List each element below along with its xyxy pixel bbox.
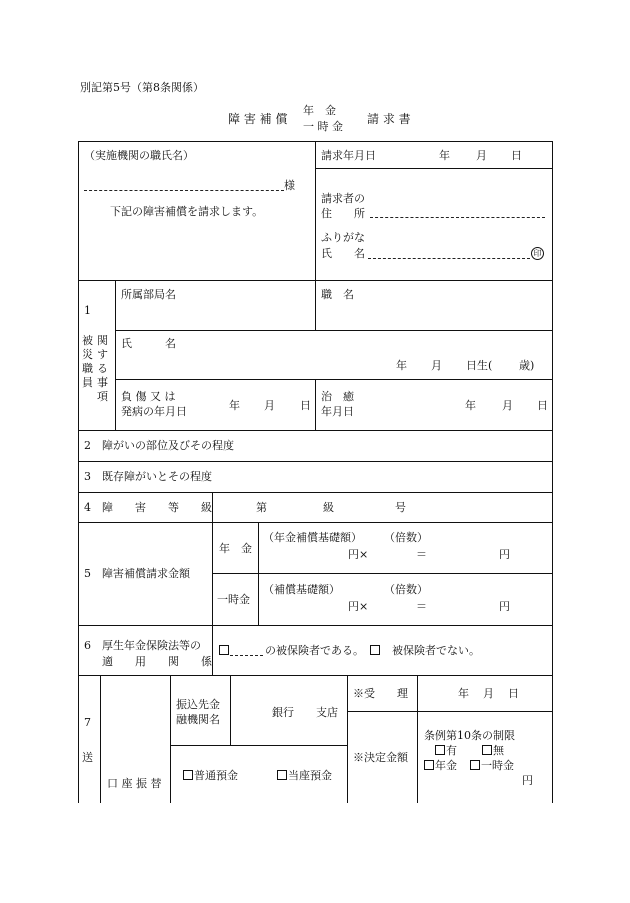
limit-yes-checkbox[interactable] <box>435 745 457 756</box>
current-deposit-checkbox[interactable] <box>277 770 332 781</box>
cure-date-label-2: 年月日 <box>321 405 354 418</box>
lump-label: 一時金 <box>217 593 250 606</box>
limit-lump-checkbox[interactable] <box>470 760 514 771</box>
claimant-name-label: 氏 名 <box>321 247 365 260</box>
section7-vertical: 送 <box>82 751 93 764</box>
pension-equals: ＝ <box>416 548 427 561</box>
section1-vertical-b: 関する事項 <box>97 334 108 403</box>
injury-date-label-2: 発病の年月日 <box>121 405 187 418</box>
bank-text: 銀行 支店 <box>272 706 338 719</box>
not-insured-text: 被保険者でない。 <box>392 644 480 657</box>
address-label: 住 所 <box>321 207 365 220</box>
title-mid-top: 年 金 <box>303 104 336 117</box>
ordinary-deposit-checkbox[interactable] <box>183 770 238 781</box>
lump-formula-2: （倍数） <box>384 583 428 596</box>
address-field[interactable] <box>370 217 545 218</box>
decision-amount-label: ※決定金額 <box>353 751 408 764</box>
section1-number: 1 <box>84 304 91 317</box>
form-number: 別記第5号（第8条関係） <box>80 81 204 94</box>
limit-no-checkbox[interactable] <box>482 745 504 756</box>
receipt-year: 年 <box>458 687 469 700</box>
claim-date-year: 年 <box>439 149 450 162</box>
section6-label-2: 適 用 関 係 <box>102 655 212 668</box>
title-left: 障 害 補 償 <box>228 112 288 126</box>
section1-vertical-a: 被災職員 <box>82 334 93 389</box>
lump-yen: 円 <box>499 600 510 613</box>
receipt-month: 月 <box>483 687 494 700</box>
section7-number: 7 <box>84 716 91 729</box>
grade-mid: 級 <box>323 501 334 514</box>
insured-text: の被保険者である。 <box>265 644 364 657</box>
claim-date-day: 日 <box>511 149 522 162</box>
cure-year: 年 <box>465 399 476 412</box>
section4-label: 4 障 害 等 級 <box>84 501 212 514</box>
insurance-type-field[interactable] <box>230 655 263 656</box>
birth-suffix: 日生( <box>466 359 493 372</box>
claim-statement: 下記の障害補償を請求します。 <box>110 205 264 218</box>
claim-date-month: 月 <box>476 149 487 162</box>
current-deposit-label: 当座預金 <box>288 769 332 782</box>
lump-formula-1: （補償基礎額） <box>263 583 340 596</box>
limit-pension-checkbox[interactable] <box>424 760 457 771</box>
not-insured-checkbox[interactable] <box>370 645 381 656</box>
receipt-label: ※受 理 <box>353 687 408 700</box>
injury-month: 月 <box>264 399 275 412</box>
bank-label-2: 融機関名 <box>176 713 220 726</box>
ordinary-deposit-label: 普通預金 <box>194 769 238 782</box>
section5-label: 5 障害補償請求金額 <box>84 567 190 580</box>
cure-date-label-1: 治 癒 <box>321 390 354 403</box>
claimant-label: 請求者の <box>321 192 365 205</box>
addressee-name-field[interactable] <box>84 190 284 191</box>
claimant-name-field[interactable] <box>368 258 530 259</box>
bank-label-1: 振込先金 <box>176 698 220 711</box>
injury-date-label-1: 負 傷 又 は <box>121 390 176 403</box>
limit-no-label: 無 <box>493 744 504 757</box>
section3-label: 3 既存障がいとその程度 <box>84 470 212 483</box>
sama-label: 様 <box>284 179 295 192</box>
injury-day: 日 <box>300 399 311 412</box>
grade-suffix: 号 <box>395 501 406 514</box>
account-transfer-label: 口 座 振 替 <box>107 777 162 790</box>
org-label: （実施機関の職氏名） <box>84 149 194 162</box>
cure-month: 月 <box>502 399 513 412</box>
receipt-day: 日 <box>508 687 519 700</box>
section6-label-1: 6 厚生年金保険法等の <box>84 639 201 652</box>
title-right: 請 求 書 <box>367 112 411 126</box>
pension-yen-x: 円× <box>348 548 369 561</box>
furigana-label: ふりがな <box>321 231 365 244</box>
post-label: 職 名 <box>321 288 354 301</box>
victim-name-label: 氏 名 <box>121 337 176 350</box>
birth-month: 月 <box>431 359 442 372</box>
cure-day: 日 <box>537 399 548 412</box>
pension-formula-1: （年金補償基礎額） <box>263 531 362 544</box>
age-suffix: 歳) <box>519 359 535 372</box>
insured-checkbox[interactable] <box>219 645 230 656</box>
seal-icon: 印 <box>531 247 544 260</box>
pension-label: 年 金 <box>219 542 252 555</box>
claim-date-label: 請求年月日 <box>321 149 376 162</box>
lump-yen-x: 円× <box>348 600 369 613</box>
pension-yen: 円 <box>499 548 510 561</box>
grade-prefix: 第 <box>256 501 267 514</box>
section2-label: 2 障がいの部位及びその程度 <box>84 439 234 452</box>
injury-year: 年 <box>229 399 240 412</box>
limit-pension-label: 年金 <box>435 759 457 772</box>
limit-yen: 円 <box>522 774 533 787</box>
birth-year: 年 <box>396 359 407 372</box>
pension-formula-2: （倍数） <box>384 531 428 544</box>
dept-label: 所属部局名 <box>121 288 176 301</box>
limit-yes-label: 有 <box>446 744 457 757</box>
limit-label: 条例第10条の制限 <box>424 729 515 742</box>
lump-equals: ＝ <box>416 600 427 613</box>
title-mid-bottom: 一 時 金 <box>303 120 343 133</box>
limit-lump-label: 一時金 <box>481 759 514 772</box>
